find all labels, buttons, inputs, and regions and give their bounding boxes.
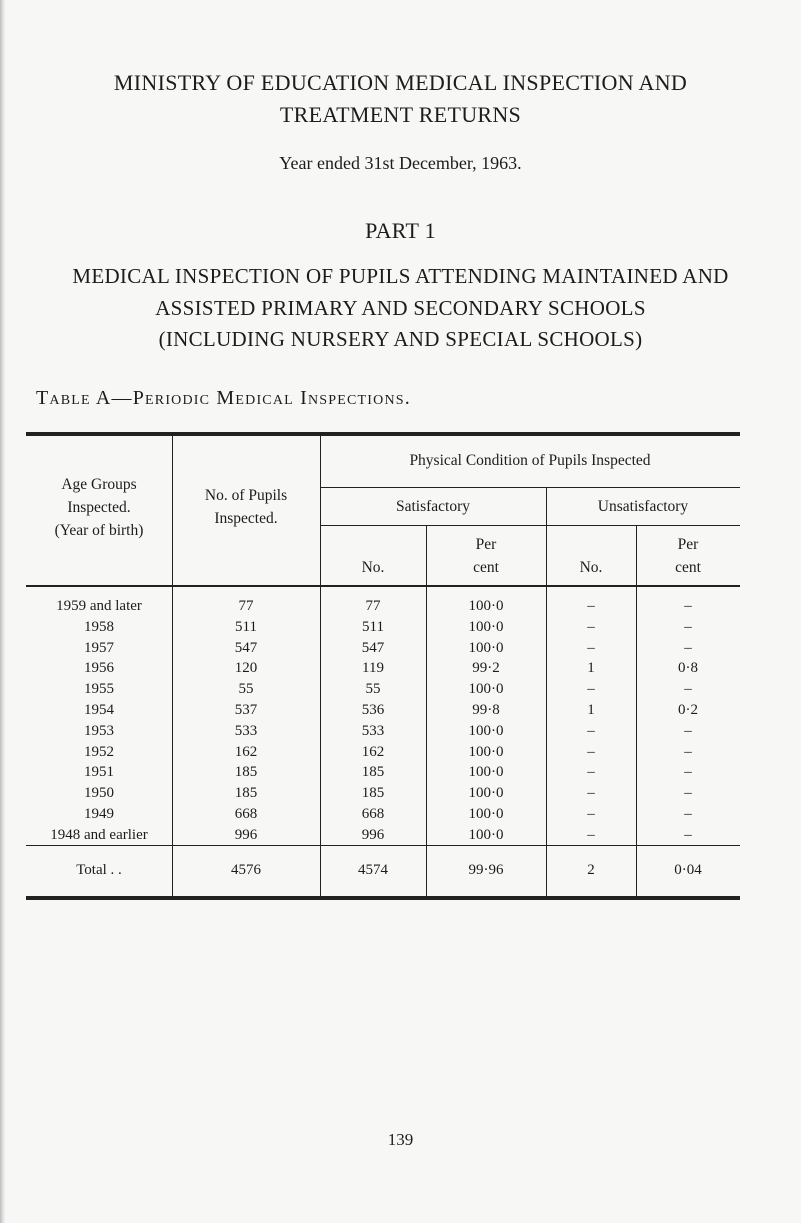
cell-pupils-inspected: 668 [234,806,258,822]
cell-pupils-inspected: 547 [234,639,258,656]
cell-satisfactory-percent: 100·0 [468,639,504,656]
cell-satisfactory-no: 536 [361,702,385,718]
header-unsat-no: No. [579,559,603,576]
cell-unsatisfactory-no: – [587,598,595,614]
cell-satisfactory-percent: 100·0 [468,785,504,802]
cell-satisfactory-no: 547 [361,639,385,656]
header-pupils-line-2: Inspected. [214,510,278,527]
rule-header-bottom [26,585,740,587]
inspection-table [26,432,740,900]
part-heading: PART 1 [365,218,436,243]
cell-age-group: 1957 [84,639,114,656]
cell-satisfactory-no: 77 [365,598,381,614]
cell-age-group: 1949 [84,806,114,822]
rule-group-under [320,487,740,488]
cell-age-group: 1948 and earlier [50,826,148,843]
cell-unsatisfactory-percent: – [684,826,692,843]
cell-pupils-inspected: 996 [234,826,258,843]
cell-pupils-inspected: 120 [234,660,258,677]
cell-age-group: 1953 [84,722,114,739]
rule-sub-under [320,525,740,526]
header-sat-percent [426,533,546,579]
cell-unsatisfactory-no: 1 [587,702,595,718]
cell-satisfactory-percent: 99·2 [472,660,500,677]
cell-pupils-inspected: 511 [235,618,257,635]
cell-satisfactory-percent: 100·0 [468,743,504,760]
cell-satisfactory-percent: 100·0 [468,722,504,739]
cell-unsatisfactory-percent: – [684,618,692,635]
cell-unsatisfactory-no: – [587,722,595,739]
header-age-line-1: Age Groups [61,476,137,493]
rule-bottom [26,896,740,900]
cell-unsatisfactory-percent: 0·8 [678,660,698,677]
header-unsat-cent: cent [675,559,701,576]
cell-pupils-inspected: 185 [234,785,258,802]
header-age-line-3: (Year of birth) [54,522,144,539]
cell-unsatisfactory-no: – [587,681,595,698]
cell-satisfactory-percent: 99·8 [472,702,500,718]
cell-satisfactory-percent: 100·0 [468,681,504,698]
cell-satisfactory-no: 668 [361,806,385,822]
cell-age-group: 1958 [84,618,114,635]
cell-unsatisfactory-no: – [587,764,595,781]
title-line-2: TREATMENT RETURNS [279,102,522,127]
cell-satisfactory-no: 185 [361,764,385,781]
cell-age-group: 1959 and later [56,598,142,614]
cell-satisfactory-percent: 100·0 [468,764,504,781]
cell-unsatisfactory-percent: – [684,681,692,698]
total-unsatisfactory-percent: 0·04 [674,862,702,878]
header-sat-per: Per [475,536,497,553]
cell-unsatisfactory-no: – [587,743,595,760]
cell-pupils-inspected: 533 [234,722,258,739]
heading-line-2: ASSISTED PRIMARY AND SECONDARY SCHOOLS [155,296,646,320]
cell-satisfactory-percent: 100·0 [468,618,504,635]
cell-satisfactory-no: 119 [362,660,384,677]
year-line: Year ended 31st December, 1963. [279,153,522,173]
header-unsat-percent [636,533,740,579]
cell-satisfactory-no: 55 [365,681,381,698]
rule-total-top [26,845,740,846]
rule-top [26,432,740,436]
cell-satisfactory-percent: 100·0 [468,826,504,843]
cell-unsatisfactory-percent: – [684,806,692,822]
cell-unsatisfactory-percent: – [684,743,692,760]
table-caption: Table A—Periodic Medical Inspections. [36,387,411,409]
cell-pupils-inspected: 77 [238,598,254,614]
total-age-group: Total . . [76,862,122,878]
cell-age-group: 1955 [84,681,114,698]
cell-unsatisfactory-percent: – [684,722,692,739]
title-line-1: MINISTRY OF EDUCATION MEDICAL INSPECTION AND [113,70,688,95]
heading-line-1: MEDICAL INSPECTION OF PUPILS ATTENDING MAINTAINED AND [72,264,729,288]
cell-unsatisfactory-percent: – [684,639,692,656]
page-number: 139 [387,1130,414,1149]
cell-unsatisfactory-percent: – [684,764,692,781]
cell-age-group: 1954 [84,702,114,718]
header-physical-condition: Physical Condition of Pupils Inspected [409,452,651,469]
cell-unsatisfactory-percent: – [684,785,692,802]
header-sat-cent: cent [473,559,499,576]
header-unsat-per: Per [677,536,699,553]
cell-unsatisfactory-no: 1 [587,660,595,677]
total-pupils-inspected: 4576 [231,862,261,878]
cell-pupils-inspected: 55 [238,681,254,698]
header-pupils-line-1: No. of Pupils [204,487,288,504]
cell-satisfactory-percent: 100·0 [468,598,504,614]
cell-satisfactory-no: 511 [362,618,384,635]
cell-unsatisfactory-no: – [587,826,595,843]
cell-age-group: 1956 [84,660,114,677]
cell-unsatisfactory-no: – [587,785,595,802]
header-sat-no: No. [361,559,385,576]
page-edge [0,0,6,1223]
cell-pupils-inspected: 162 [234,743,258,760]
cell-satisfactory-no: 996 [361,826,385,843]
cell-satisfactory-no: 533 [361,722,385,739]
cell-unsatisfactory-percent: 0·2 [678,702,698,718]
cell-unsatisfactory-no: – [587,639,595,656]
total-unsatisfactory-no: 2 [587,862,595,878]
cell-satisfactory-no: 185 [361,785,385,802]
cell-pupils-inspected: 185 [234,764,258,781]
cell-unsatisfactory-no: – [587,806,595,822]
cell-satisfactory-percent: 100·0 [468,806,504,822]
heading-line-3: (INCLUDING NURSERY AND SPECIAL SCHOOLS) [158,327,643,351]
cell-age-group: 1951 [84,764,114,781]
cell-age-group: 1952 [84,743,114,760]
total-satisfactory-percent: 99·96 [468,862,504,878]
header-pupils-inspected [172,484,320,530]
cell-unsatisfactory-percent: – [684,598,692,614]
cell-age-group: 1950 [84,785,114,802]
cell-pupils-inspected: 537 [234,702,258,718]
cell-satisfactory-no: 162 [361,743,385,760]
header-unsatisfactory: Unsatisfactory [597,498,689,515]
cell-unsatisfactory-no: – [587,618,595,635]
total-satisfactory-no: 4574 [358,862,388,878]
header-satisfactory: Satisfactory [395,498,471,515]
header-age-line-2: Inspected. [67,499,131,516]
header-age-groups [26,473,172,542]
